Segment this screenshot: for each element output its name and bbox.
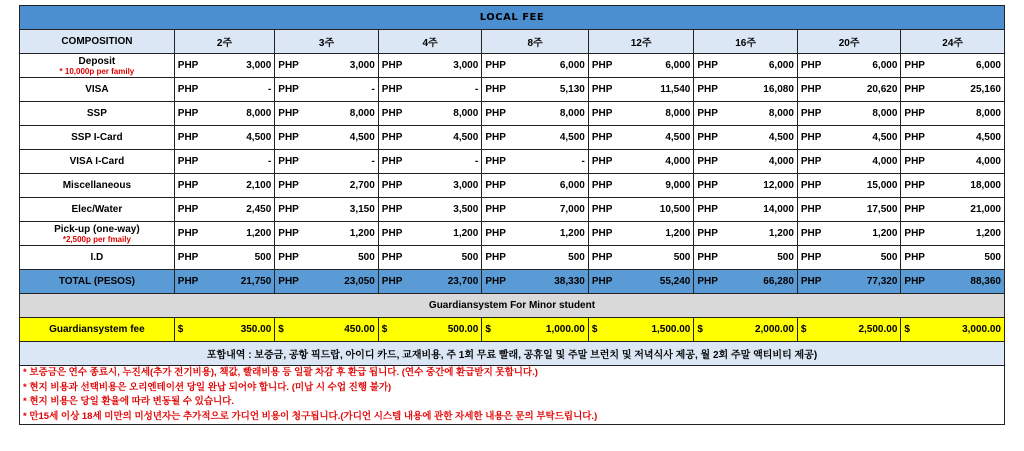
currency-cell: PHP [797,222,825,246]
period-header: 2주 [174,30,275,54]
amount-cell: 11,540 [616,78,693,102]
currency-cell: PHP [694,150,722,174]
currency-cell: PHP [797,102,825,126]
amount-cell: 12,000 [722,174,797,198]
currency-cell: PHP [275,126,303,150]
fee-label-text: Deposit [78,55,116,67]
currency-cell: PHP [275,54,303,78]
currency-cell: PHP [378,150,406,174]
currency-cell: PHP [588,150,616,174]
currency-cell: PHP [901,150,929,174]
composition-header: COMPOSITION [20,30,175,54]
title-row [20,6,1005,30]
fee-label-text: Pick-up (one-way) [54,223,140,235]
currency-cell: PHP [174,78,202,102]
currency-cell: PHP [901,174,929,198]
currency-cell: PHP [901,54,929,78]
currency-cell: PHP [797,126,825,150]
currency-cell: PHP [797,78,825,102]
currency-cell: PHP [174,126,202,150]
fee-row [20,246,1005,270]
amount-cell: 16,080 [722,78,797,102]
currency-cell: PHP [694,270,722,294]
currency-cell: PHP [378,270,406,294]
currency-cell: PHP [378,102,406,126]
includes-row [20,342,1005,366]
amount-cell: 8,000 [303,102,378,126]
amount-cell: 1,200 [929,222,1004,246]
amount-cell: 3,150 [303,198,378,222]
header-row [20,30,1005,54]
fee-row [20,54,1005,78]
amount-cell: - [202,150,274,174]
amount-cell: 500 [722,246,797,270]
currency-cell: PHP [588,222,616,246]
amount-cell: 10,500 [616,198,693,222]
currency-cell: PHP [694,126,722,150]
currency-cell: PHP [378,174,406,198]
currency-cell: PHP [378,126,406,150]
fee-label [20,78,175,102]
currency-cell: PHP [482,174,510,198]
currency-cell: PHP [482,246,510,270]
fee-note: *2,500p per fmaily [62,234,131,244]
guardian-amount-cell: 3,000.00 [929,318,1004,342]
currency-cell: PHP [901,102,929,126]
local-fee-table [19,5,1005,425]
currency-cell: PHP [482,150,510,174]
amount-cell: 8,000 [406,102,481,126]
amount-cell: 3,000 [406,174,481,198]
guardian-amount-cell: 350.00 [202,318,274,342]
amount-cell: 1,200 [616,222,693,246]
amount-cell: 4,500 [406,126,481,150]
amount-cell: 500 [510,246,588,270]
currency-cell: PHP [588,78,616,102]
guardian-amount-cell: 1,000.00 [510,318,588,342]
note-line: * 보증금은 연수 종료시, 누진세(추가 전기비용), 책값, 빨래비용 등 일괄 차감 후 환급 됩니다. (연수 중간에 환급받지 못합니다.) [23,367,538,378]
amount-cell: 2,700 [303,174,378,198]
dollar-cell: $ [275,318,303,342]
amount-cell: 9,000 [616,174,693,198]
notes-row [20,366,1005,425]
amount-cell: 1,200 [510,222,588,246]
currency-cell: PHP [482,270,510,294]
amount-cell: - [406,150,481,174]
amount-cell: 8,000 [510,102,588,126]
currency-cell: PHP [482,126,510,150]
total-label: TOTAL (PESOS) [20,270,175,294]
amount-cell: 8,000 [722,102,797,126]
currency-cell: PHP [275,222,303,246]
amount-cell: 500 [406,246,481,270]
total-amount-cell: 55,240 [616,270,693,294]
amount-cell: 15,000 [826,174,901,198]
amount-cell: 7,000 [510,198,588,222]
currency-cell: PHP [797,198,825,222]
amount-cell: 18,000 [929,174,1004,198]
amount-cell: 4,500 [722,126,797,150]
fee-label-text: SSP I-Card [71,132,123,143]
amount-cell: 1,200 [303,222,378,246]
currency-cell: PHP [901,246,929,270]
currency-cell: PHP [588,54,616,78]
currency-cell: PHP [275,270,303,294]
currency-cell: PHP [694,102,722,126]
currency-cell: PHP [797,54,825,78]
amount-cell: - [303,150,378,174]
currency-cell: PHP [275,102,303,126]
amount-cell: 4,500 [303,126,378,150]
total-row [20,270,1005,294]
currency-cell: PHP [275,246,303,270]
total-amount-cell: 23,050 [303,270,378,294]
currency-cell: PHP [174,102,202,126]
guardian-amount-cell: 450.00 [303,318,378,342]
amount-cell: 500 [826,246,901,270]
fee-row [20,150,1005,174]
fee-label [20,222,175,246]
currency-cell: PHP [901,126,929,150]
currency-cell: PHP [482,78,510,102]
fee-label [20,198,175,222]
fee-note: * 10,000p per family [59,66,135,76]
amount-cell: 2,100 [202,174,274,198]
amount-cell: 4,000 [722,150,797,174]
note-line: * 현지 비용과 선택비용은 오리엔테이션 당일 완납 되어야 합니다. (미납 시 수업 진행 불가) [23,381,392,393]
currency-cell: PHP [694,246,722,270]
currency-cell: PHP [901,222,929,246]
amount-cell: 8,000 [929,102,1004,126]
fee-label [20,150,175,174]
currency-cell: PHP [797,246,825,270]
amount-cell: 4,500 [510,126,588,150]
amount-cell: 3,000 [406,54,481,78]
dollar-cell: $ [694,318,722,342]
guardian-amount-cell: 1,500.00 [616,318,693,342]
includes-text: 포함내역 : 보증금, 공항 픽드랍, 아이디 카드, 교재비용, 주 1회 무료 빨래, 공휴일 및 주말 브런치 및 저녁식사 제공, 월 2회 주말 액티비티 제공) [20,342,1005,366]
amount-cell: 20,620 [826,78,901,102]
currency-cell: PHP [694,222,722,246]
total-amount-cell: 66,280 [722,270,797,294]
amount-cell: - [202,78,274,102]
amount-cell: 25,160 [929,78,1004,102]
amount-cell: 500 [616,246,693,270]
guardian-fee-label: Guardiansystem fee [20,318,175,342]
amount-cell: 3,000 [303,54,378,78]
fee-label-text: Miscellaneous [62,180,132,191]
currency-cell: PHP [694,198,722,222]
amount-cell: 2,450 [202,198,274,222]
amount-cell: 6,000 [929,54,1004,78]
amount-cell: 6,000 [510,54,588,78]
amount-cell: 500 [303,246,378,270]
fee-label [20,54,175,78]
fee-label [20,174,175,198]
dollar-cell: $ [901,318,929,342]
currency-cell: PHP [588,246,616,270]
amount-cell: 1,200 [202,222,274,246]
currency-cell: PHP [482,102,510,126]
currency-cell: PHP [378,222,406,246]
fee-label-text: VISA I-Card [69,156,125,167]
currency-cell: PHP [588,270,616,294]
currency-cell: PHP [694,78,722,102]
amount-cell: 5,130 [510,78,588,102]
dollar-cell: $ [174,318,202,342]
note-line: * 만15세 이상 18세 미만의 미성년자는 추가적으로 가디언 비용이 청구됩니다.(가디언 시스템 내용에 관한 자세한 내용은 문의 부탁드립니다.) [23,410,598,422]
guardian-heading-row [20,294,1005,318]
period-header: 20주 [797,30,901,54]
currency-cell: PHP [901,78,929,102]
guardian-amount-cell: 500.00 [406,318,481,342]
amount-cell: 4,500 [616,126,693,150]
currency-cell: PHP [694,174,722,198]
amount-cell: 3,500 [406,198,481,222]
dollar-cell: $ [482,318,510,342]
currency-cell: PHP [174,270,202,294]
fee-label-text: VISA [85,84,109,95]
amount-cell: 17,500 [826,198,901,222]
fee-label [20,102,175,126]
currency-cell: PHP [482,54,510,78]
total-amount-cell: 23,700 [406,270,481,294]
fee-row [20,102,1005,126]
period-header: 12주 [588,30,694,54]
period-header: 4주 [378,30,482,54]
fee-label-text: I.D [90,252,104,263]
fee-label-text: SSP [86,108,107,119]
currency-cell: PHP [174,54,202,78]
currency-cell: PHP [378,198,406,222]
total-amount-cell: 88,360 [929,270,1004,294]
page-title: LOCAL FEE [20,6,1005,30]
period-header: 24주 [901,30,1005,54]
dollar-cell: $ [378,318,406,342]
amount-cell: 6,000 [616,54,693,78]
fee-row [20,78,1005,102]
currency-cell: PHP [275,150,303,174]
amount-cell: 4,000 [616,150,693,174]
total-amount-cell: 21,750 [202,270,274,294]
amount-cell: 4,000 [826,150,901,174]
amount-cell: 21,000 [929,198,1004,222]
amount-cell: 6,000 [722,54,797,78]
amount-cell: 14,000 [722,198,797,222]
amount-cell: 8,000 [202,102,274,126]
fee-label [20,126,175,150]
currency-cell: PHP [901,198,929,222]
amount-cell: 4,000 [929,150,1004,174]
currency-cell: PHP [275,174,303,198]
amount-cell: 500 [929,246,1004,270]
currency-cell: PHP [797,150,825,174]
fee-row [20,126,1005,150]
currency-cell: PHP [588,102,616,126]
total-amount-cell: 77,320 [826,270,901,294]
amount-cell: 1,200 [826,222,901,246]
currency-cell: PHP [797,174,825,198]
period-header: 3주 [275,30,379,54]
fee-label-text: Elec/Water [71,204,123,215]
fee-row [20,174,1005,198]
amount-cell: 4,500 [826,126,901,150]
guardian-amount-cell: 2,500.00 [826,318,901,342]
amount-cell: 3,000 [202,54,274,78]
currency-cell: PHP [275,78,303,102]
currency-cell: PHP [378,246,406,270]
currency-cell: PHP [588,126,616,150]
dollar-cell: $ [588,318,616,342]
amount-cell: - [406,78,481,102]
currency-cell: PHP [588,198,616,222]
amount-cell: - [510,150,588,174]
amount-cell: - [303,78,378,102]
period-header: 16주 [694,30,798,54]
currency-cell: PHP [797,270,825,294]
currency-cell: PHP [174,222,202,246]
currency-cell: PHP [694,54,722,78]
currency-cell: PHP [275,198,303,222]
currency-cell: PHP [482,222,510,246]
amount-cell: 1,200 [722,222,797,246]
period-header: 8주 [482,30,589,54]
notes-cell [20,366,1005,425]
fee-row [20,198,1005,222]
currency-cell: PHP [588,174,616,198]
currency-cell: PHP [378,78,406,102]
currency-cell: PHP [482,198,510,222]
guardian-heading: Guardiansystem For Minor student [20,294,1005,318]
dollar-cell: $ [797,318,825,342]
amount-cell: 6,000 [510,174,588,198]
currency-cell: PHP [378,54,406,78]
currency-cell: PHP [174,246,202,270]
amount-cell: 8,000 [616,102,693,126]
guardian-fee-row [20,318,1005,342]
currency-cell: PHP [174,198,202,222]
amount-cell: 4,500 [929,126,1004,150]
total-amount-cell: 38,330 [510,270,588,294]
amount-cell: 1,200 [406,222,481,246]
fee-label [20,246,175,270]
amount-cell: 8,000 [826,102,901,126]
fee-row [20,222,1005,246]
amount-cell: 4,500 [202,126,274,150]
currency-cell: PHP [174,174,202,198]
currency-cell: PHP [174,150,202,174]
amount-cell: 6,000 [826,54,901,78]
currency-cell: PHP [901,270,929,294]
note-line: * 현지 비용은 당일 환율에 따라 변동될 수 있습니다. [23,396,234,407]
guardian-amount-cell: 2,000.00 [722,318,797,342]
amount-cell: 500 [202,246,274,270]
